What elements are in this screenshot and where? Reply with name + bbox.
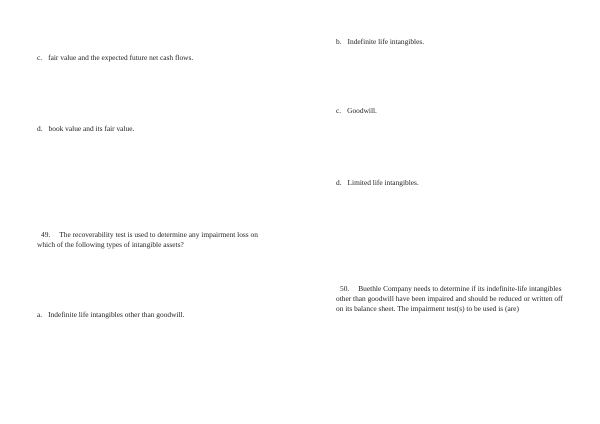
- option-letter: c.: [336, 106, 342, 115]
- option-letter: b.: [336, 37, 342, 46]
- option-letter: c.: [37, 53, 43, 62]
- option-text: Limited life intangibles.: [347, 178, 419, 187]
- right-option-c: [336, 106, 566, 116]
- question-50: [336, 284, 566, 315]
- option-text: book value and its fair value.: [48, 124, 135, 133]
- option-letter: a.: [37, 310, 43, 319]
- right-option-b: [336, 37, 566, 47]
- question-text: Buethle Company needs to determine if its indefinite-life intangibles other than goodwill have been impaired and should be reduced or written off on its balance sheet. The impairment test(s) to be used is (are): [336, 284, 563, 314]
- question-49: [37, 230, 262, 250]
- option-text: Goodwill.: [347, 106, 377, 115]
- question-text: The recoverability test is used to determine any impairment loss on which of the following types of intangible assets?: [37, 230, 258, 250]
- option-text: Indefinite life intangibles.: [347, 37, 425, 46]
- right-option-d: [336, 178, 566, 188]
- left-option-a: [37, 310, 262, 320]
- left-option-d: [37, 124, 262, 134]
- question-number: 49.: [41, 230, 51, 239]
- question-number: 50.: [340, 284, 350, 293]
- option-letter: d.: [336, 178, 342, 187]
- option-letter: d.: [37, 124, 43, 133]
- option-text: Indefinite life intangibles other than goodwill.: [48, 310, 185, 319]
- option-text: fair value and the expected future net cash flows.: [48, 53, 194, 62]
- left-option-c: [37, 53, 262, 63]
